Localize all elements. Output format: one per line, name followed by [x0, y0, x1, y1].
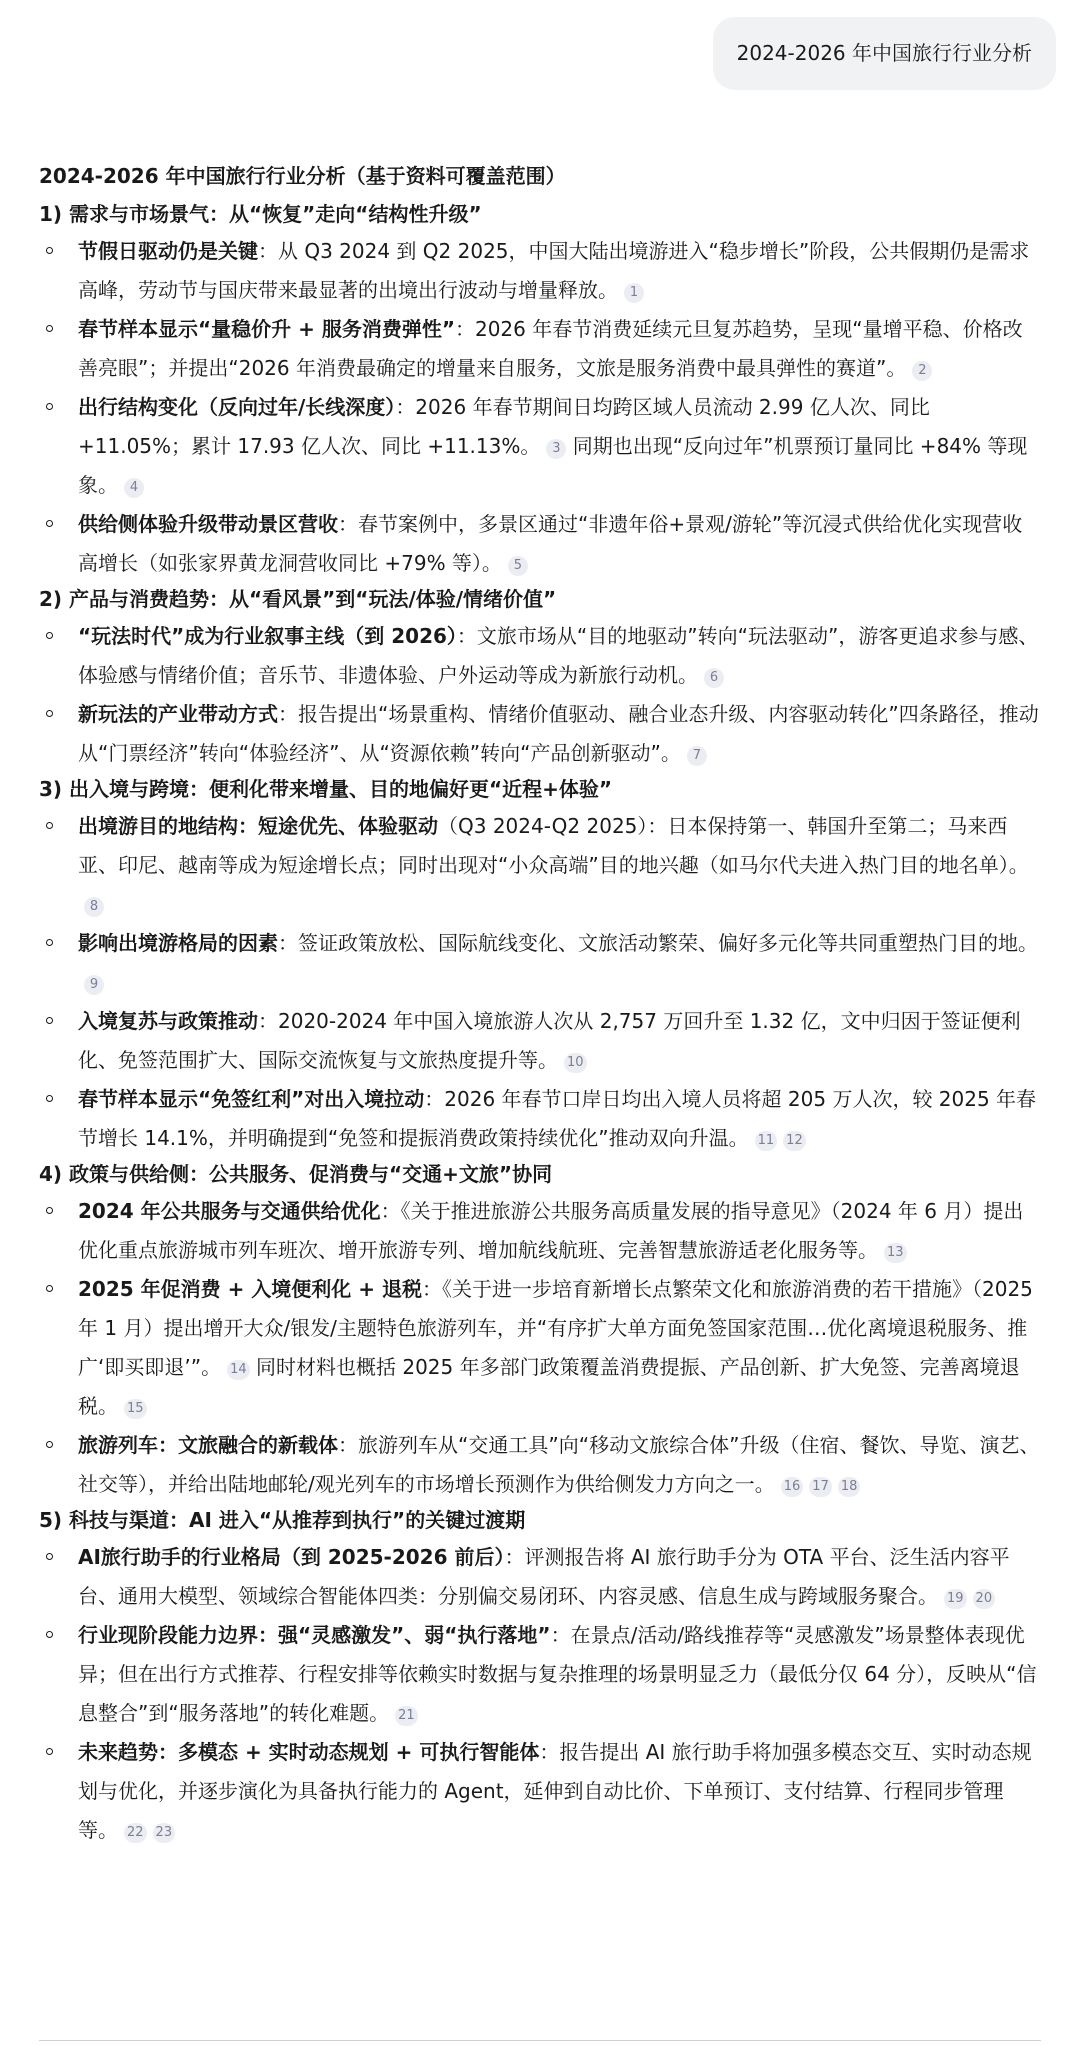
bullet-text: ：《关于进一步培育新增长点繁荣文化和旅游消费的若干措施》（2025 年 1 月）提出增开大众/银发/主题特色旅游列车，并“有序扩大单方面免签国家范围…优化离境退税服务、推广‘即买即退’”。	[78, 1277, 1033, 1379]
bullet-circle-icon	[46, 939, 53, 946]
citation-badge[interactable]: 23	[153, 1823, 176, 1843]
bullet-lead: 影响出境游格局的因素	[78, 931, 278, 955]
bullet-circle-icon	[46, 632, 53, 639]
bullet-lead: “玩法时代”成为行业叙事主线（到 2026）	[78, 624, 457, 648]
list-item	[78, 695, 1041, 773]
list-item	[78, 617, 1041, 695]
bullet-text: ：春节案例中，多景区通过“非遗年俗+景观/游轮”等沉浸式供给优化实现营收高增长（如张家界黄龙洞营收同比 +79% 等）。	[78, 512, 1023, 575]
bullet-text: ：2026 年春节口岸日均出入境人员将超 205 万人次，较 2025 年春节增长 14.1%，并明确提到“免签和提振消费政策持续优化”推动双向升温。	[78, 1087, 1037, 1150]
bullet-circle-icon	[46, 1207, 53, 1214]
bullet-circle-icon	[46, 1285, 53, 1292]
citation-badge[interactable]: 21	[395, 1706, 418, 1726]
citation-badge[interactable]: 6	[704, 668, 724, 688]
bullet-lead: 节假日驱动仍是关键	[78, 239, 258, 263]
citation-badge[interactable]: 12	[783, 1131, 806, 1151]
bullet-circle-icon	[46, 325, 53, 332]
citation-badge[interactable]: 9	[84, 975, 104, 995]
assistant-answer	[39, 160, 1041, 1850]
bullet-list	[39, 807, 1041, 1158]
bullet-lead: 供给侧体验升级带动景区营收	[78, 512, 338, 536]
list-item	[78, 388, 1041, 505]
bullet-list	[39, 617, 1041, 773]
bullet-text: ：签证政策放松、国际航线变化、文旅活动繁荣、偏好多元化等共同重塑热门目的地。	[278, 931, 1038, 955]
bullet-text: ：从 Q3 2024 到 Q2 2025，中国大陆出境游进入“稳步增长”阶段，公共假期仍是需求高峰，劳动节与国庆带来最显著的出境出行波动与增量释放。	[78, 239, 1030, 302]
list-item	[78, 1733, 1041, 1850]
citation-badge[interactable]: 8	[84, 897, 104, 917]
bullet-list	[39, 232, 1041, 583]
bullet-text: ：报告提出“场景重构、情绪价值驱动、融合业态升级、内容驱动转化”四条路径，推动从“门票经济”转向“体验经济”、从“资源依赖”转向“产品创新驱动”。	[78, 702, 1039, 765]
list-item	[78, 232, 1041, 310]
bullet-text: ：2026 年春节消费延续元旦复苏趋势，呈现“量增平稳、价格改善亮眼”；并提出“2026 年消费最确定的增量来自服务，文旅是服务消费中最具弹性的赛道”。	[78, 317, 1023, 380]
bullet-circle-icon	[46, 1553, 53, 1560]
citation-badge[interactable]: 19	[944, 1589, 967, 1609]
user-message-text: 2024-2026 年中国旅行行业分析	[736, 41, 1032, 65]
list-item	[78, 310, 1041, 388]
citation-badge[interactable]: 17	[809, 1477, 832, 1497]
bullet-text: ：报告提出 AI 旅行助手将加强多模态交互、实时动态规划与优化，并逐步演化为具备执行能力的 Agent，延伸到自动比价、下单预订、支付结算、行程同步管理等。	[78, 1740, 1032, 1842]
section-heading: 2) 产品与消费趋势：从“看风景”到“玩法/体验/情绪价值”	[39, 587, 557, 611]
bullet-text: ：评测报告将 AI 旅行助手分为 OTA 平台、泛生活内容平台、通用大模型、领域综合智能体四类：分别偏交易闭环、内容灵感、信息生成与跨域服务聚合。	[78, 1545, 1010, 1608]
bullet-text-continued: 同期也出现“反向过年”机票预订量同比 +84% 等现象。	[78, 434, 1028, 497]
section-heading: 5) 科技与渠道：AI 进入“从推荐到执行”的关键过渡期	[39, 1508, 526, 1532]
bullet-circle-icon	[46, 1095, 53, 1102]
bullet-lead: 春节样本显示“量稳价升 + 服务消费弹性”	[78, 317, 455, 341]
bullet-circle-icon	[46, 403, 53, 410]
bullet-circle-icon	[46, 1631, 53, 1638]
list-item	[78, 1538, 1041, 1616]
bullet-circle-icon	[46, 1748, 53, 1755]
citation-badge[interactable]: 11	[755, 1131, 778, 1151]
bullet-text: ：在景点/活动/路线推荐等“灵感激发”场景整体表现优异；但在出行方式推荐、行程安排等依赖实时数据与复杂推理的场景明显乏力（最低分仅 64 分），反映从“信息整合”到“服务落地”的转化难题。	[78, 1623, 1037, 1725]
citation-badge[interactable]: 20	[973, 1589, 996, 1609]
list-item	[78, 1192, 1041, 1270]
citation-badge[interactable]: 5	[508, 556, 528, 576]
bullet-text: （Q3 2024-Q2 2025）：日本保持第一、韩国升至第二；马来西亚、印尼、越南等成为短途增长点；同时出现对“小众高端”目的地兴趣（如马尔代夫进入热门目的地名单）。	[78, 814, 1029, 877]
bullet-lead: 出行结构变化（反向过年/长线深度）	[78, 395, 396, 419]
section-heading: 3) 出入境与跨境：便利化带来增量、目的地偏好更“近程+体验”	[39, 777, 613, 801]
citation-badge[interactable]: 22	[124, 1823, 147, 1843]
bullet-text: ：旅游列车从“交通工具”向“移动文旅综合体”升级（住宿、餐饮、导览、演艺、社交等），并给出陆地邮轮/观光列车的市场增长预测作为供给侧发力方向之一。	[78, 1433, 1040, 1496]
answer-title: 2024-2026 年中国旅行行业分析（基于资料可覆盖范围）	[39, 164, 566, 188]
section-heading: 1) 需求与市场景气：从“恢复”走向“结构性升级”	[39, 202, 482, 226]
bullet-text: ：文旅市场从“目的地驱动”转向“玩法驱动”，游客更追求参与感、体验感与情绪价值；音乐节、非遗体验、户外运动等成为新旅行动机。	[78, 624, 1039, 687]
citation-badge[interactable]: 15	[124, 1399, 147, 1419]
bullet-lead: 旅游列车：文旅融合的新载体	[78, 1433, 338, 1457]
section-heading: 4) 政策与供给侧：公共服务、促消费与“交通+文旅”协同	[39, 1162, 553, 1186]
bottom-divider	[39, 2040, 1041, 2041]
bullet-lead: 2024 年公共服务与交通供给优化	[78, 1199, 381, 1223]
citation-badge[interactable]: 7	[687, 746, 707, 766]
bullet-circle-icon	[46, 1017, 53, 1024]
list-item	[78, 1426, 1041, 1504]
bullet-circle-icon	[46, 520, 53, 527]
bullet-circle-icon	[46, 710, 53, 717]
list-item	[78, 505, 1041, 583]
citation-badge[interactable]: 4	[124, 478, 144, 498]
citation-badge[interactable]: 10	[564, 1053, 587, 1073]
list-item	[78, 924, 1041, 1002]
bullet-lead: 2025 年促消费 + 入境便利化 + 退税	[78, 1277, 422, 1301]
citation-badge[interactable]: 13	[884, 1243, 907, 1263]
citation-badge[interactable]: 16	[781, 1477, 804, 1497]
bullet-lead: 出境游目的地结构：短途优先、体验驱动	[78, 814, 438, 838]
list-item	[78, 1080, 1041, 1158]
citation-badge[interactable]: 3	[546, 439, 566, 459]
citation-badge[interactable]: 14	[227, 1360, 250, 1380]
user-message-bubble	[713, 17, 1056, 90]
bullet-lead: 新玩法的产业带动方式	[78, 702, 278, 726]
bullet-circle-icon	[46, 822, 53, 829]
bullet-lead: 行业现阶段能力边界：强“灵感激发”、弱“执行落地”	[78, 1623, 551, 1647]
bullet-circle-icon	[46, 247, 53, 254]
bullet-text: ：《关于推进旅游公共服务高质量发展的指导意见》（2024 年 6 月）提出优化重点旅游城市列车班次、增开旅游专列、增加航线航班、完善智慧旅游适老化服务等。	[78, 1199, 1024, 1262]
list-item	[78, 807, 1041, 924]
bullet-list	[39, 1538, 1041, 1850]
bullet-circle-icon	[46, 1441, 53, 1448]
bullet-lead: 入境复苏与政策推动	[78, 1009, 258, 1033]
bullet-list	[39, 1192, 1041, 1504]
citation-badge[interactable]: 2	[912, 361, 932, 381]
list-item	[78, 1270, 1041, 1426]
list-item	[78, 1002, 1041, 1080]
bullet-text-continued: 同时材料也概括 2025 年多部门政策覆盖消费提振、产品创新、扩大免签、完善离境退税。	[78, 1355, 1020, 1418]
bullet-text: ：2026 年春节期间日均跨区域人员流动 2.99 亿人次、同比 +11.05%；累计 17.93 亿人次、同比 +11.13%。	[78, 395, 930, 458]
bullet-text: ：2020-2024 年中国入境旅游人次从 2,757 万回升至 1.32 亿，文中归因于签证便利化、免签范围扩大、国际交流恢复与文旅热度提升等。	[78, 1009, 1021, 1072]
bullet-lead: AI旅行助手的行业格局（到 2025-2026 前后）	[78, 1545, 505, 1569]
list-item	[78, 1616, 1041, 1733]
citation-badge[interactable]: 1	[624, 283, 644, 303]
bullet-lead: 未来趋势：多模态 + 实时动态规划 + 可执行智能体	[78, 1740, 540, 1764]
citation-badge[interactable]: 18	[838, 1477, 861, 1497]
bullet-lead: 春节样本显示“免签红利”对出入境拉动	[78, 1087, 425, 1111]
